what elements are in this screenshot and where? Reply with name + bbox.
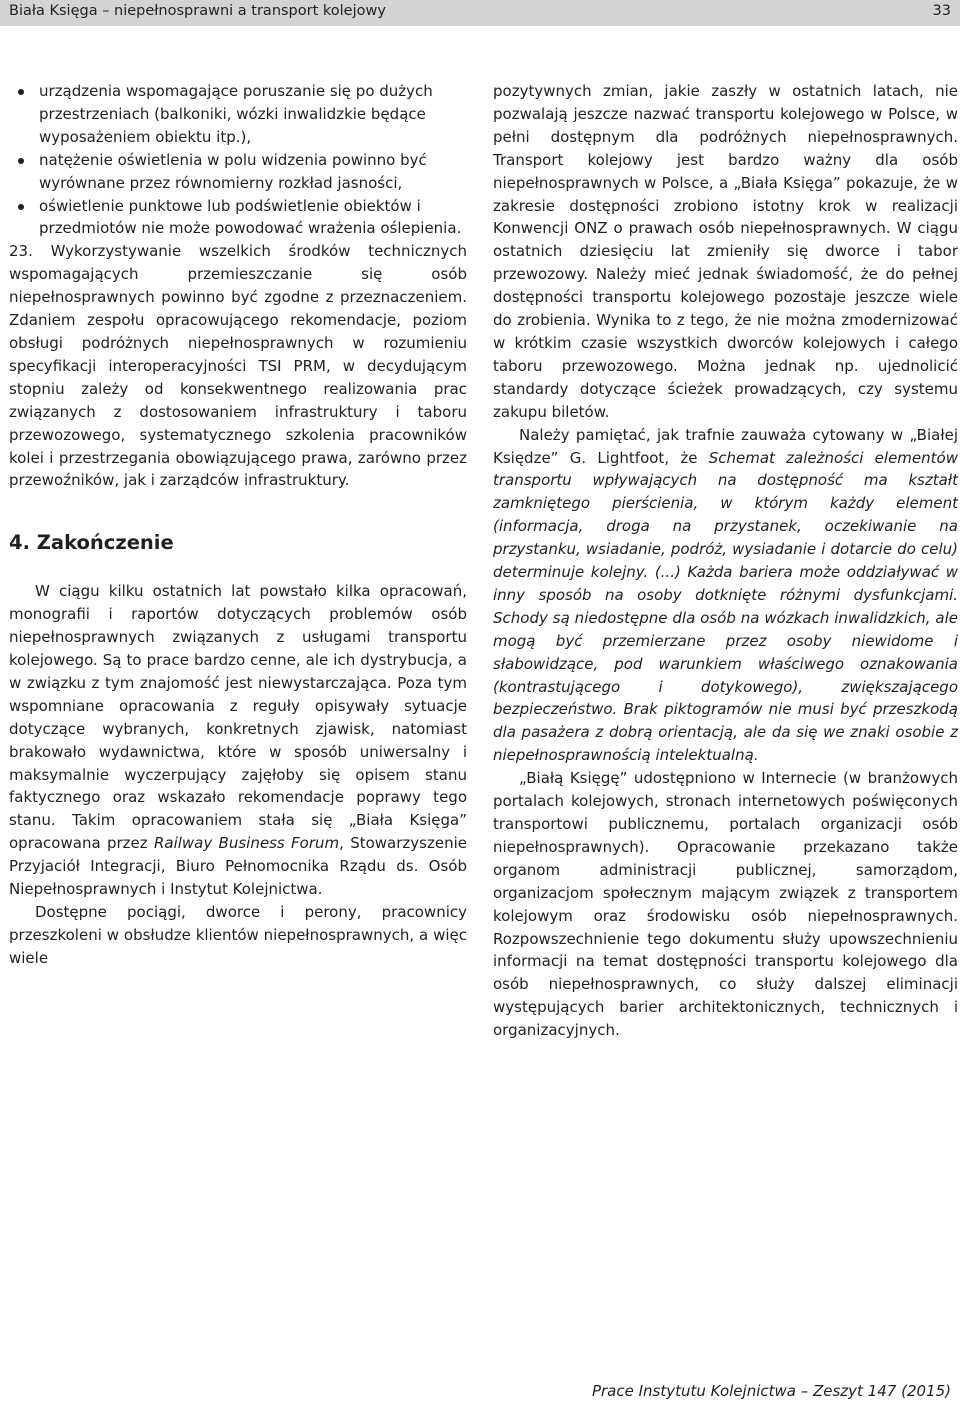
bullet-icon — [18, 204, 24, 210]
right-column — [493, 80, 958, 1042]
emphasis: Railway Business Forum — [153, 834, 340, 853]
paragraph: Należy pamiętać, jak trafnie zauważa cytowany w „Białej Księdze” G. Lightfoot, że Schemat zależności elementów transportu wpływających na dostępność ma kształt zamkniętego pierścienia, w którym każdy element (informacja, droga na przystanek, oczekiwanie na przystanku, wsiadanie, podróż, wysiadanie i dotarcie do celu) determinuje kolejny. (...) Każda bariera może oddziaływać w inny sposób na osoby dotknięte różnymi dysfunkcjami. Schody są niedostępne dla osób na wózkach inwalidzkich, ale mogą być przemierzane przez osoby niewidome i słabowidzące, pod warunkiem właściwego oznakowania (kontrastującego i dotykowego), zwiększającego bezpieczeństwo. Brak piktogramów nie musi być przeszkodą dla pasażera z dobrą orientacją, ale da się we znaki osobie z niepełnosprawnością intelektualną. — [493, 425, 958, 765]
bullet-icon — [18, 158, 24, 164]
section-heading: 4. Zakończenie — [9, 531, 174, 555]
left-column — [9, 80, 467, 970]
bullet-list — [9, 80, 467, 240]
running-header — [0, 0, 960, 26]
numbered-point-23 — [9, 240, 467, 492]
point-text: Wykorzystywanie wszelkich środków technicznych wspomagających przemieszczanie się osób niepełnosprawnych powinno być zgodne z przeznaczeniem. Zdaniem zespołu opracowującego rekomendacje, poziom obsługi podróżnych niepełnosprawnych w rozumieniu specyfikacji interoperacyjności TSI PRM, w decydującym stopniu zależy od konsekwentnego realizowania prac związanych z dostosowaniem infrastruktury i taboru przewozowego, systematycznego szkolenia pracowników kolei i przestrzegania obowiązującego prawa, zarówno przez przewoźników, jak i zarządców infrastruktury. — [9, 242, 467, 490]
paragraph: Dostępne pociągi, dworce i perony, pracownicy przeszkoleni w obsłudze klientów niepełnosprawnych, a więc wiele — [9, 903, 467, 967]
paragraph: pozytywnych zmian, jakie zaszły w ostatnich latach, nie pozwalają jeszcze nazwać transportu kolejowego w Polsce, w pełni dostępnym dla podróżnych niepełnosprawnych. Transport kolejowy jest bardzo ważny dla osób niepełnosprawnych w Polsce, a „Biała Księga” pokazuje, że w zakresie dostępności zrobiono istotny krok w realizacji Konwencji ONZ o prawach osób niepełnosprawnych. W ciągu ostatnich dziesięciu lat zmieniły się dworce i tabor przewozowy. Należy mieć jednak świadomość, że do pełnej dostępności transportu kolejowego pozostaje jeszcze wiele do zrobienia. Wynika to z tego, że nie można zmodernizować w krótkim czasie wszystkich dworców kolejowych i całego taboru przewozowego. Można jednak np. ujednolicić standardy dotyczące ścieżek prowadzących, czy systemu zakupu biletów. — [493, 82, 958, 421]
running-header-title: Biała Księga – niepełnosprawni a transport kolejowy — [9, 3, 386, 19]
bullet-icon — [18, 89, 24, 95]
page-number: 33 — [932, 3, 951, 19]
point-number: 23. — [9, 242, 33, 261]
list-item: urządzenia wspomagające poruszanie się po dużych przestrzeniach (balkoniki, wózki inwalidzkie będące wyposażeniem obiektu itp.), — [9, 80, 467, 149]
paragraph: W ciągu kilku ostatnich lat powstało kilka opracowań, monografii i raportów dotyczących problemów osób niepełnosprawnych związanych z usługami transportu kolejowego. Są to prace bardzo cenne, ale ich dystrybucja, a w związku z tym znajomość jest niewystarczająca. Poza tym wspomniane opracowania z reguły opisywały sytuacje dotyczące wybranych, konkretnych zjawisk, natomiast brakowało wydawnictwa, które w sposób uniwersalny i maksymalnie wyczerpujący zajęłoby się opisem stanu faktycznego oraz wskazało rekomendacje poprawy tego stanu. Takim opracowaniem stała się „Biała Księga” opracowana przez Railway Business Forum, Stowarzyszenie Przyjaciół Integracji, Biuro Pełnomocnika Rządu ds. Osób Niepełnosprawnych i Instytut Kolejnictwa. — [9, 582, 467, 899]
paragraph: „Białą Księgę” udostępniono w Internecie (w branżowych portalach kolejowych, stronach internetowych poświęconych transportowi publicznemu, portalach organizacji osób niepełnosprawnych). Opracowanie przekazano także organom administracji publicznej, samorządom, organizacjom społecznym mającym związek z transportem kolejowym oraz środowisku osób niepełnosprawnych. Rozpowszechnienie tego dokumentu służy upowszechnieniu informacji na temat dostępności transportu kolejowego dla osób niepełnosprawnych, co służy dalszej eliminacji występujących barier architektonicznych, technicznych i organizacyjnych. — [493, 769, 958, 1040]
list-item: oświetlenie punktowe lub podświetlenie obiektów i przedmiotów nie może powodować wrażenia oślepienia. — [9, 195, 467, 241]
list-item: natężenie oświetlenia w polu widzenia powinno być wyrównane przez równomierny rozkład jasności, — [9, 149, 467, 195]
quotation: Schemat zależności elementów transportu wpływających na dostępność ma kształt zamkniętego pierścienia, w którym każdy element (informacja, droga na przystanek, oczekiwanie na przystanku, wsiadanie, podróż, wysiadanie i dotarcie do celu) determinuje kolejny. (...) Każda bariera może oddziaływać w inny sposób na osoby dotknięte różnymi dysfunkcjami. Schody są niedostępne dla osób na wózkach inwalidzkich, ale mogą być przemierzane przez osoby niewidome i słabowidzące, pod warunkiem właściwego oznakowania (kontrastującego i dotykowego), zwiększającego bezpieczeństwo. Brak piktogramów nie musi być przeszkodą dla pasażera z dobrą orientacją, ale da się we znaki osobie z niepełnosprawnością intelektualną. — [493, 448, 958, 765]
running-footer: Prace Instytutu Kolejnictwa – Zeszyt 147 (2015) — [591, 1382, 951, 1400]
